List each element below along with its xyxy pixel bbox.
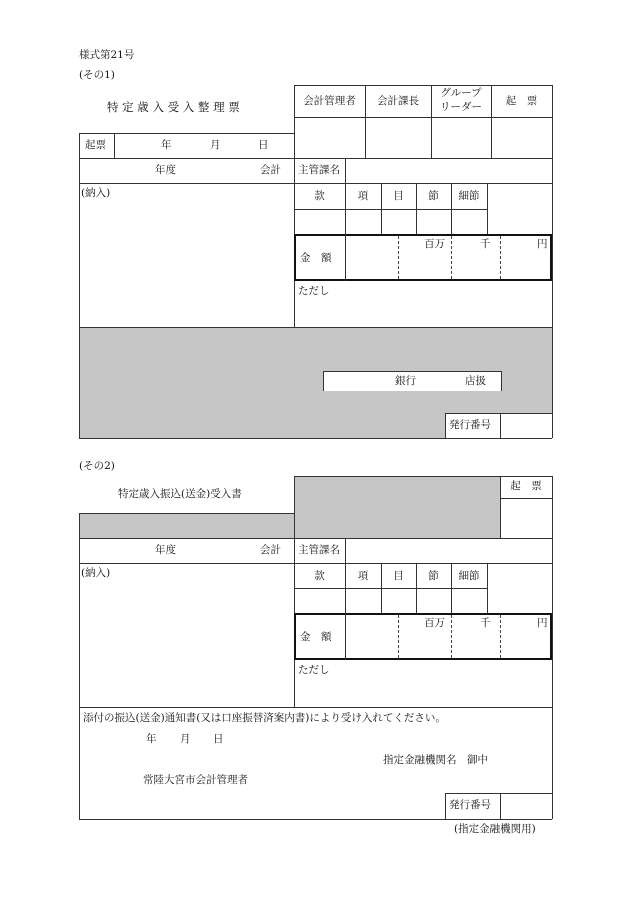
col-saisetsu: 細節 [458, 190, 480, 202]
part2-hakko: 発行番号 [449, 799, 491, 811]
part2-issuer: 常陸大宮市会計管理者 [143, 774, 248, 786]
tadashi-label: ただし [298, 285, 330, 297]
year-unit: 年 [161, 139, 172, 151]
sen-label: 千 [480, 238, 491, 250]
col-kan: 款 [314, 190, 325, 202]
form-number: 様式第21号 [79, 49, 135, 61]
tenbatsu-label: 店扱 [465, 375, 486, 387]
part2-nonyu: (納入) [81, 567, 111, 579]
part2-bank-name: 指定金融機関名 御中 [383, 754, 488, 766]
part2-label: (その2) [79, 460, 115, 472]
kihyo-label: 起票 [85, 139, 106, 151]
part2-en: 円 [537, 617, 548, 629]
month-unit: 月 [210, 139, 221, 151]
part2-nendo: 年度 [155, 544, 176, 556]
approval-kaikei-kanrisha: 会計管理者 [303, 95, 356, 107]
part1-title: 特 定 歳 入 受 入 整 理 票 [107, 100, 240, 114]
part1-label: (その1) [79, 69, 115, 81]
part2-shukan: 主管課名 [298, 544, 340, 556]
kingaku-label: 金 額 [300, 252, 332, 264]
approval-leader: リーダー [440, 101, 482, 113]
part2-kingaku: 金 額 [300, 631, 332, 643]
part2-title: 特定歳入振込(送金)受入書 [118, 488, 242, 500]
part2-col-setsu: 節 [428, 570, 439, 582]
part2-col-kan: 款 [314, 570, 325, 582]
approval-group: グループ [440, 87, 482, 99]
nendo-label: 年度 [155, 164, 176, 176]
kaikei-label: 会計 [260, 164, 281, 176]
part2-col-ko: 項 [357, 570, 369, 582]
col-setsu: 節 [428, 190, 439, 202]
part2-day-unit: 日 [213, 733, 224, 745]
en-label: 円 [537, 238, 548, 250]
part2-sen: 千 [480, 617, 491, 629]
part2-tadashi: ただし [298, 664, 330, 676]
part2-kaikei: 会計 [260, 544, 281, 556]
approval-kihyo: 起 票 [505, 95, 538, 107]
hyakuman-label: 百万 [424, 238, 445, 250]
part2-notice: 添付の振込(送金)通知書(又は口座振替済案内書)により受け入れてください。 [83, 712, 446, 724]
part2-hyakuman: 百万 [424, 617, 445, 629]
nonyu-label: (納入) [81, 187, 111, 199]
day-unit: 日 [258, 139, 269, 151]
part2-month-unit: 月 [180, 733, 191, 745]
part2-year-unit: 年 [146, 733, 157, 745]
col-ko: 項 [357, 190, 369, 202]
part2-col-moku: 目 [393, 570, 404, 582]
part2-kihyo: 起 票 [510, 480, 542, 492]
approval-kaikei-kacho: 会計課長 [377, 95, 419, 107]
part2-footer: (指定金融機関用) [454, 823, 536, 835]
ginko-label: 銀行 [395, 375, 416, 387]
shukan-label: 主管課名 [298, 164, 340, 176]
col-moku: 目 [393, 190, 404, 202]
part2-col-saisetsu: 細節 [458, 570, 480, 582]
hakko-label: 発行番号 [449, 419, 491, 431]
